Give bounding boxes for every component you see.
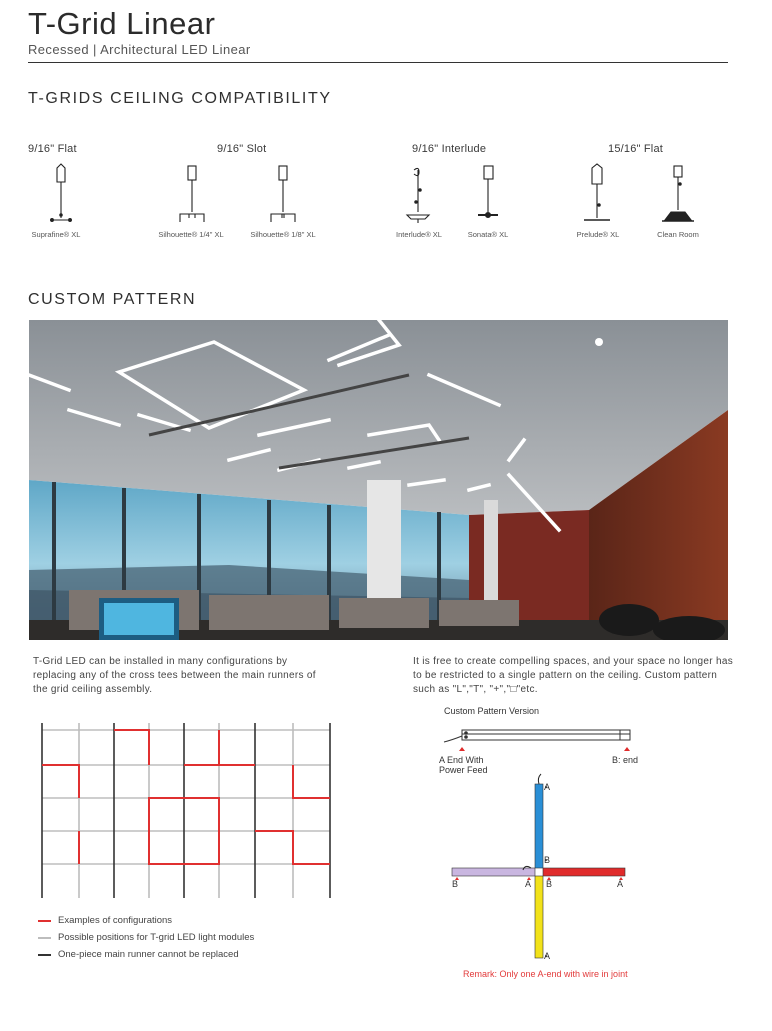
profile-label-silhouette-quarter: Silhouette® 1/4" XL [158,230,224,239]
interlude-profile-icon [407,168,429,223]
compatibility-heading: T-GRIDS CEILING COMPATIBILITY [28,90,332,107]
cross-connection-diagram [445,772,645,967]
label-top-b: B [544,855,551,865]
label-left-b: B [452,879,459,889]
profile-label-silhouette-eighth: Silhouette® 1/8" XL [250,230,316,239]
profile-label-clean-room: Clean Room [657,230,699,239]
suprafine-profile-icon [50,164,72,221]
profile-drawings [0,160,772,230]
linear-fixture-drawing [440,720,640,760]
legend-label: Examples of configurations [58,915,173,926]
end-a-label-line1: A End With [439,755,484,765]
silhouette-quarter-profile-icon [180,166,204,222]
legend-label: Possible positions for T-grid LED light modules [58,932,255,943]
header-divider [28,62,728,63]
silhouette-eighth-profile-icon [271,166,295,222]
custom-pattern-version-title: Custom Pattern Version [444,706,540,716]
office-ceiling-photo [29,320,728,640]
description-right: It is free to create compelling spaces, and your space no longer has to be restricted to a single pattern on the ceiling. Custom pattern such as "L","T", "+","□"etc. [413,656,734,695]
profile-label-interlude: Interlude® XL [396,230,442,239]
group-label-interlude-916: 9/16" Interlude [412,143,487,155]
profile-label-sonata: Sonata® XL [467,230,509,239]
label-right-a: A [617,879,624,889]
legend-item-possible-positions [38,932,254,943]
profile-label-suprafine: Suprafine® XL [31,230,81,239]
grid-configuration-diagram [34,720,339,905]
profile-label-prelude: Prelude® XL [576,230,620,239]
label-center-a: A [525,879,532,889]
label-top-a: A [544,782,551,792]
page-subtitle: Recessed | Architectural LED Linear [28,42,251,57]
custom-pattern-heading: CUSTOM PATTERN [28,291,197,308]
legend-item-main-runner [38,949,239,960]
legend-item-configurations [38,915,172,926]
description-left: T-Grid LED can be installed in many configurations by replacing any of the cross tees between the main runners of the grid ceiling assembly. [33,656,316,695]
label-center-b: B [546,879,553,889]
end-b-label: B: end [612,755,639,765]
clean-room-profile-icon [662,166,694,221]
page-title: T-Grid Linear [28,6,216,41]
prelude-profile-icon [584,164,610,220]
group-label-flat-1516: 15/16" Flat [608,143,664,155]
legend-swatch-gray [38,937,51,939]
group-label-slot-916: 9/16" Slot [217,143,267,155]
legend-swatch-black [38,954,51,956]
group-label-flat-916: 9/16" Flat [28,143,77,155]
end-a-label-line2: Power Feed [439,765,488,775]
remark-note: Remark: Only one A-end with wire in joint [463,969,628,979]
label-bottom-a: A [544,951,551,961]
legend-swatch-red [38,920,51,922]
legend-label: One-piece main runner cannot be replaced [58,949,239,960]
sonata-profile-icon [478,166,498,218]
